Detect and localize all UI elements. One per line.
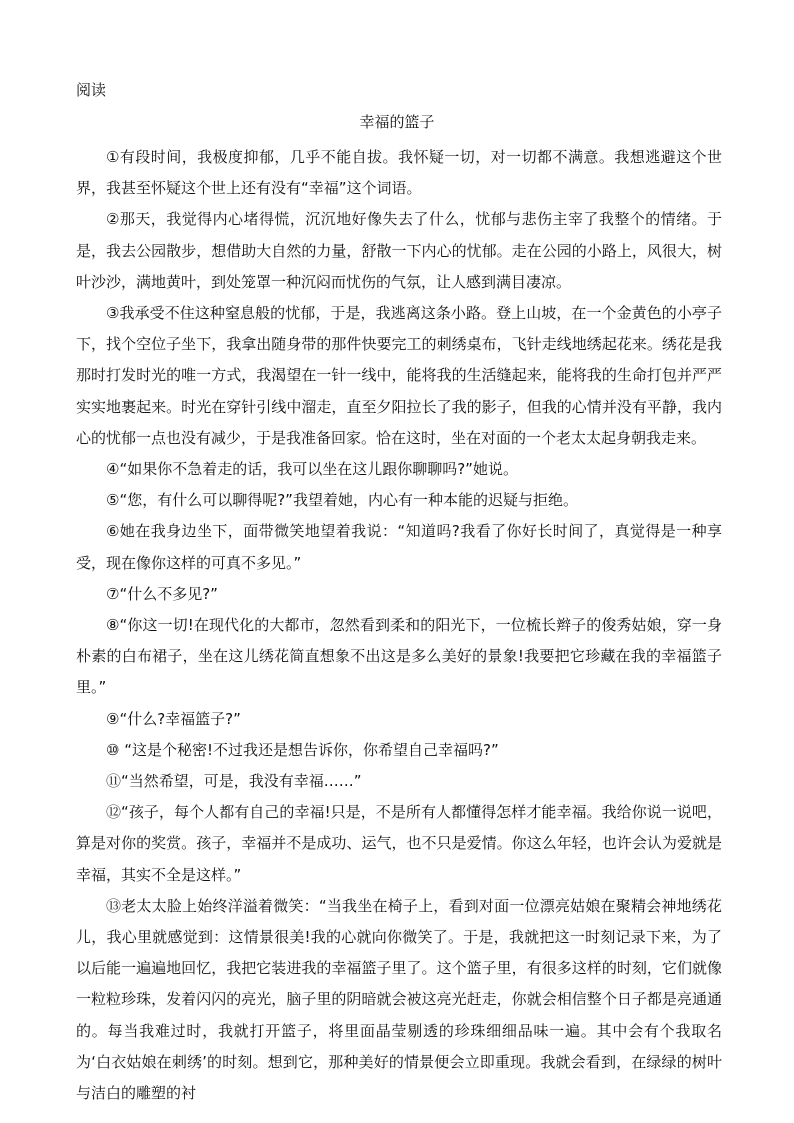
paragraph-6: ⑥她在我身边坐下，面带微笑地望着我说：“知道吗?我看了你好长时间了，真觉得是一种享受，现在像你这样的可真不多见。” — [76, 522, 722, 572]
paragraph-10: ⑩ “这是个秘密!不过我还是想告诉你，你希望自己幸福吗?” — [106, 740, 499, 759]
paragraph-9: ⑨“什么?幸福篮子?” — [106, 709, 241, 728]
paragraph-5: ⑤“您，有什么可以聊得呢?”我望着她，内心有一种本能的迟疑与拒绝。 — [106, 491, 578, 510]
section-heading: 阅读 — [76, 81, 107, 99]
paragraph-12: ⑫“孩子，每个人都有自己的幸福!只是，不是所有人都懂得怎样才能幸福。我给你说一说吧，算是对你的奖赏。孩子，幸福并不是成功、运气，也不只是爱情。你这么年轻，也许会认为爱就是幸福，其实不全是这样。” — [76, 803, 722, 884]
paragraph-3: ③我承受不住这种窒息般的忧郁，于是，我逃离这条小路。登上山坡，在一个金黄色的小亭子下，找个空位子坐下，我拿出随身带的那件快要完工的刺绣桌布，飞针走线地绣起花来。绣花是我那时打发时光的唯一方式，我渴望在一针一线中，能将我的生活缝起来，能将我的生命打包并严严实实地裹起来。时光在穿针引线中溜走，直至夕阳拉长了我的影子，但我的心情并没有平静，我内心的忧郁一点也没有减少，于是我准备回家。恰在这时，坐在对面的一个老太太起身朝我走来。 — [76, 304, 722, 447]
paragraph-7: ⑦“什么不多见?” — [106, 584, 218, 603]
paragraph-11: ⑪“当然希望，可是，我没有幸福……” — [106, 772, 362, 791]
article-body — [76, 142, 722, 1109]
article-title: 幸福的篮子 — [359, 113, 435, 131]
paragraph-8: ⑧“你这一切!在现代化的大都市，忽然看到柔和的阳光下，一位梳长辫子的俊秀姑娘，穿一身朴素的白布裙子，坐在这儿绣花简直想象不出这是多么美好的景象!我要把它珍藏在我的幸福篮子里。” — [76, 616, 722, 697]
paragraph-1: ①有段时间，我极度抑郁，几乎不能自拔。我怀疑一切，对一切都不满意。我想逃避这个世界，我甚至怀疑这个世上还有没有“幸福”这个词语。 — [76, 148, 722, 198]
paragraph-2: ②那天，我觉得内心堵得慌，沉沉地好像失去了什么，忧郁与悲伤主宰了我整个的情绪。于是，我去公园散步，想借助大自然的力量，舒散一下内心的忧郁。走在公园的小路上，风很大，树叶沙沙，满地黄叶，到处笼罩一种沉闷而忧伤的气氛，让人感到满目凄凉。 — [76, 210, 722, 291]
paragraph-4: ④“如果你不急着走的话，我可以坐在这儿跟你聊聊吗?”她说。 — [106, 460, 518, 479]
paragraph-13: ⑬老太太脸上始终洋溢着微笑：“当我坐在椅子上，看到对面一位漂亮姑娘在聚精会神地绣花儿，我心里就感觉到：这情景很美!我的心就向你微笑了。于是，我就把这一时刻记录下来，为了以后能一遍遍地回忆，我把它装进我的幸福篮子里了。这个篮子里，有很多这样的时刻，它们就像一粒粒珍珠，发着闪闪的亮光，脑子里的阴暗就会被这亮光赶走，你就会相信整个日子都是亮通通的。每当我难过时，我就打开篮子，将里面晶莹剔透的珍珠细细品味一遍。其中会有个我取名为‘白衣姑娘在刺绣’的时刻。想到它，那种美好的情景便会立即重现。我就会看到，在绿绿的树叶与洁白的雕塑的衬 — [76, 896, 722, 1103]
